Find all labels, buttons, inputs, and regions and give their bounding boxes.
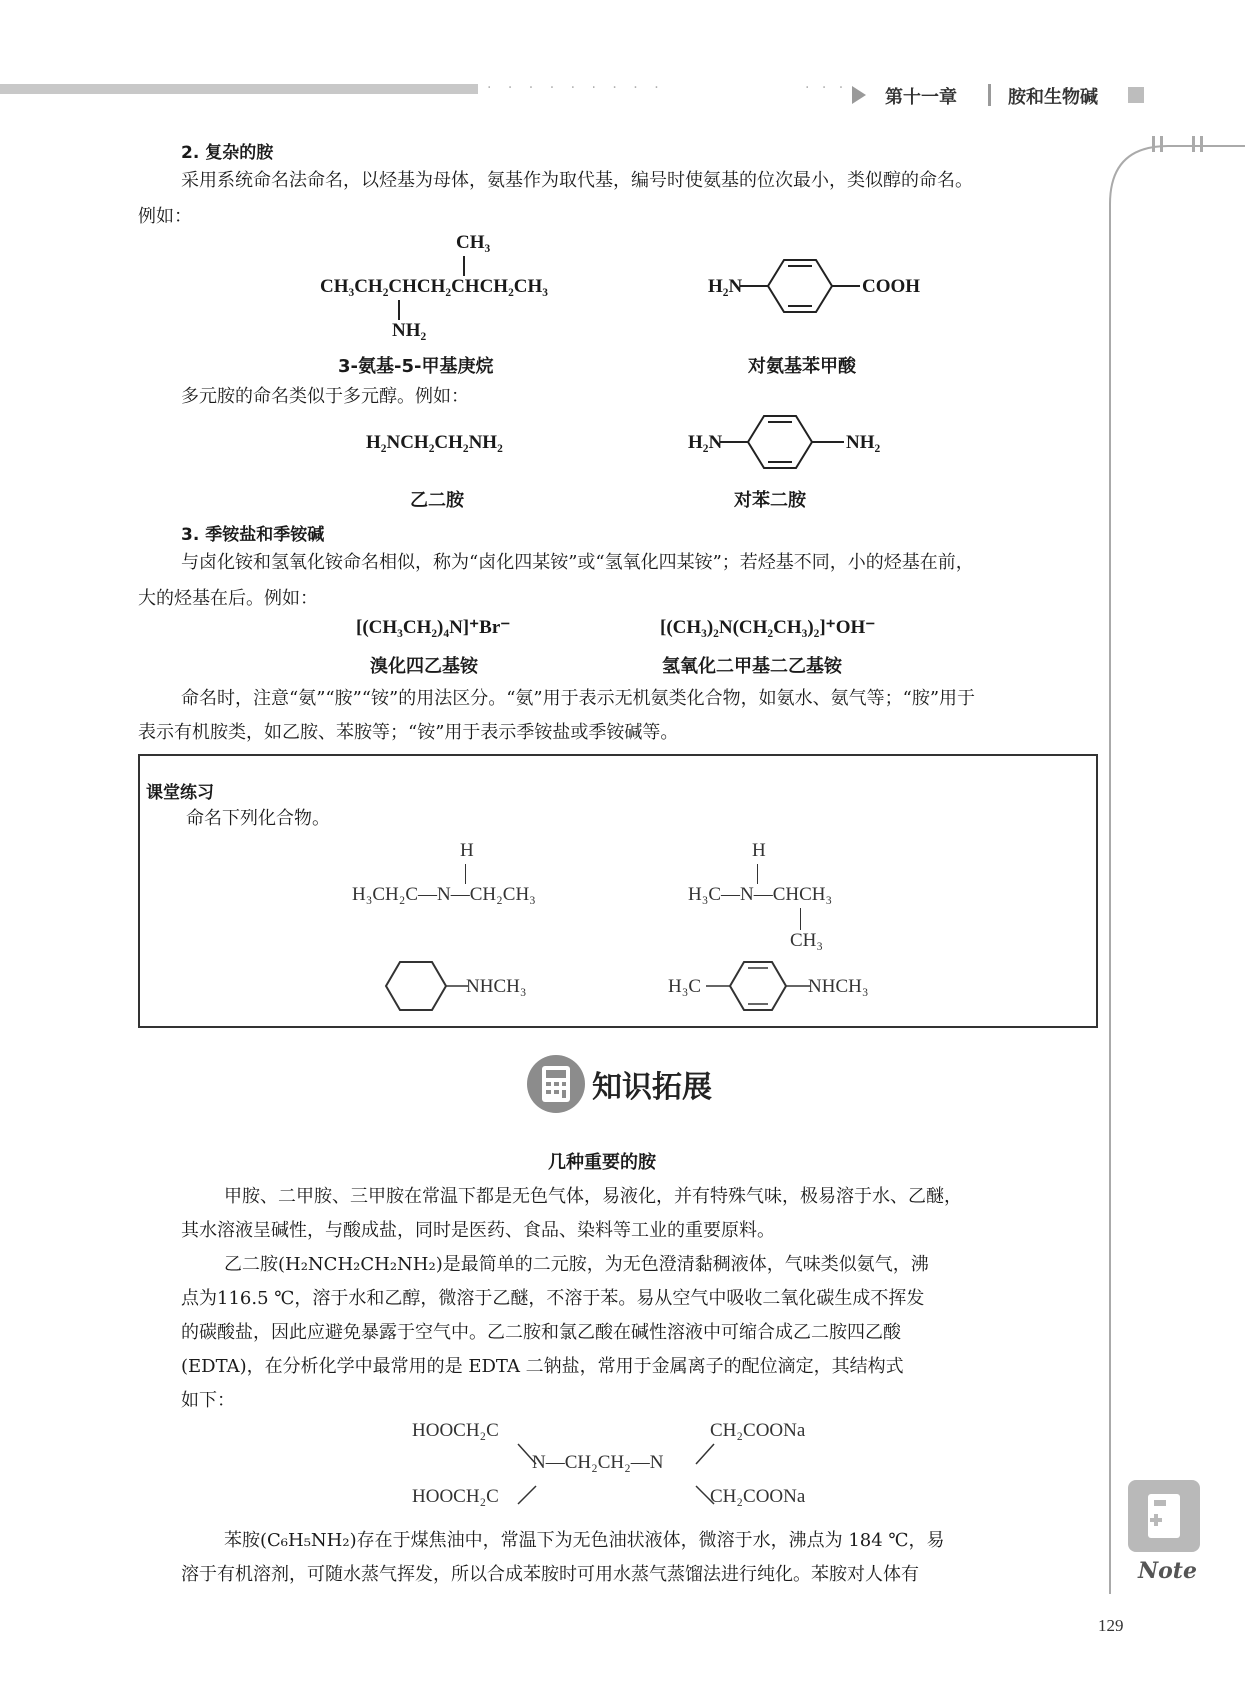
knowledge-p1-line2: 其水溶液呈碱性，与酸成盐，同时是医药、食品、染料等工业的重要原料。 <box>181 1220 775 1241</box>
ex2-left: H₂N <box>708 276 743 297</box>
chapter-separator <box>988 84 991 106</box>
knowledge-p2-line2: 点为116.5 ℃，溶于水和乙醇，微溶于乙醚，不溶于苯。易从空气中吸收二氧化碳生成不挥发 <box>181 1288 925 1309</box>
knowledge-p3-line2: 溶于有机溶剂，可随水蒸气挥发，所以合成苯胺时可用水蒸气蒸馏法进行纯化。苯胺对人体有 <box>181 1564 919 1585</box>
exercise-prompt: 命名下列化合物。 <box>186 808 330 829</box>
c2-bottom: CH₃ <box>790 930 824 951</box>
ex6-formula: [(CH₃)₂N(CH₂CH₃)₂]⁺OH⁻ <box>660 617 876 638</box>
ex1-name: 3-氨基-5-甲基庚烷 <box>338 356 494 377</box>
c4-benzene-ring <box>706 958 810 1014</box>
ex4-name: 对苯二胺 <box>734 490 806 511</box>
ex2-right: COOH <box>862 276 921 297</box>
c3-cyclohexane-ring <box>384 958 468 1014</box>
ex3-name: 乙二胺 <box>410 490 464 511</box>
section3-paragraph: 与卤化铵和氢氧化铵命名相似，称为“卤化四某铵”或“氢氧化四某铵”；若烃基不同，小的烃基在前， <box>181 552 974 573</box>
ex2-name: 对氨基苯甲酸 <box>748 356 856 377</box>
header-square-icon <box>1128 87 1144 103</box>
knowledge-p3-line1: 苯胺(C₆H₅NH₂)存在于煤焦油中，常温下为无色油状液体，微溶于水，沸点为 184 ℃，易 <box>224 1530 945 1551</box>
knowledge-subtitle: 几种重要的胺 <box>548 1152 656 1173</box>
ex5-name: 溴化四乙基铵 <box>370 656 478 677</box>
ex4-left: H₂N <box>688 432 723 453</box>
ex5-formula: [(CH₃CH₂)₄N]⁺Br⁻ <box>356 617 511 638</box>
c2-bond-top <box>757 864 758 884</box>
chapter-label: 第十一章 <box>885 87 957 108</box>
knowledge-p2-line3: 的碳酸盐，因此应避免暴露于空气中。乙二胺和氯乙酸在碱性溶液中可缩合成乙二胺四乙酸 <box>181 1322 901 1343</box>
edta-bottom-left: HOOCH₂C <box>412 1486 499 1507</box>
ex1-bond-top <box>463 256 465 276</box>
note-icon <box>1128 1480 1200 1552</box>
section2-paragraph-2: 多元胺的命名类似于多元醇。例如： <box>181 386 469 407</box>
header-dots-right: · · · <box>805 80 848 96</box>
ex3-formula: H₂NCH₂CH₂NH₂ <box>366 432 503 453</box>
calculator-icon <box>526 1054 586 1114</box>
ex1-branch-top: CH₃ <box>456 232 491 253</box>
knowledge-p1-line1: 甲胺、二甲胺、三甲胺在常温下都是无色气体，易液化，并有特殊气味，极易溶于水、乙醚， <box>224 1186 962 1207</box>
c4-left: H₃C <box>668 976 702 997</box>
header-dots: · · · · · · · · · <box>487 80 665 96</box>
margin-line-decoration <box>1108 134 1245 1594</box>
ex1-branch-bottom: NH₂ <box>392 320 427 341</box>
exercise-title: 课堂练习 <box>146 783 214 803</box>
c3-right: NHCH₃ <box>466 976 527 997</box>
ex1-main-chain: CH₃CH₂CHCH₂CHCH₂CH₃ <box>320 276 548 297</box>
c1-formula: H₃CH₂C—N—CH₂CH₃ <box>352 884 536 905</box>
page-number: 129 <box>1098 1616 1124 1635</box>
edta-bottom-right: CH₂COONa <box>710 1486 806 1507</box>
c2-formula: H₃C—N—CHCH₃ <box>688 884 833 905</box>
ex1-bond-bottom <box>398 300 400 320</box>
knowledge-p2-line1: 乙二胺(H₂NCH₂CH₂NH₂)是最简单的二元胺，为无色澄清黏稠液体，气味类似氨气，沸 <box>224 1254 929 1275</box>
knowledge-title: 知识拓展 <box>592 1070 712 1105</box>
section3-paragraph-cont: 大的烃基在后。例如： <box>138 588 318 609</box>
section2-paragraph-cont: 例如： <box>138 206 192 227</box>
c1-h: H <box>460 840 474 861</box>
ex6-name: 氢氧化二甲基二乙基铵 <box>662 656 842 677</box>
c2-h: H <box>752 840 766 861</box>
section-heading-2: 2. 复杂的胺 <box>181 143 274 163</box>
c4-right: NHCH₃ <box>808 976 869 997</box>
edta-top-right: CH₂COONa <box>710 1420 806 1441</box>
section2-paragraph: 采用系统命名法命名，以烃基为母体，氨基作为取代基，编号时使氨基的位次最小，类似醇的命名。 <box>181 170 973 191</box>
ex2-benzene-ring <box>740 254 860 318</box>
edta-top-left: HOOCH₂C <box>412 1420 499 1441</box>
chapter-title: 胺和生物碱 <box>1008 87 1098 108</box>
note-label: Note <box>1138 1558 1197 1584</box>
edta-middle: N—CH₂CH₂—N <box>532 1452 664 1473</box>
header-bar <box>0 84 478 94</box>
section3-paragraph-2-cont: 表示有机胺类，如乙胺、苯胺等；“铵”用于表示季铵盐或季铵碱等。 <box>138 722 679 743</box>
header-arrow-icon <box>852 86 866 104</box>
section-heading-3: 3. 季铵盐和季铵碱 <box>181 525 325 545</box>
ex4-benzene-ring <box>720 410 844 474</box>
c2-bond-bottom <box>800 908 801 930</box>
ex4-right: NH₂ <box>846 432 881 453</box>
exercise-box <box>138 754 1098 1028</box>
c1-bond <box>465 864 466 884</box>
knowledge-p2-line5: 如下： <box>181 1390 235 1411</box>
section3-paragraph-2: 命名时，注意“氨”“胺”“铵”的用法区分。“氨”用于表示无机氨类化合物，如氨水、氨气等；“胺”用于 <box>181 688 976 709</box>
knowledge-p2-line4: (EDTA)，在分析化学中最常用的是 EDTA 二钠盐，常用于金属离子的配位滴定，其结构式 <box>181 1356 904 1377</box>
